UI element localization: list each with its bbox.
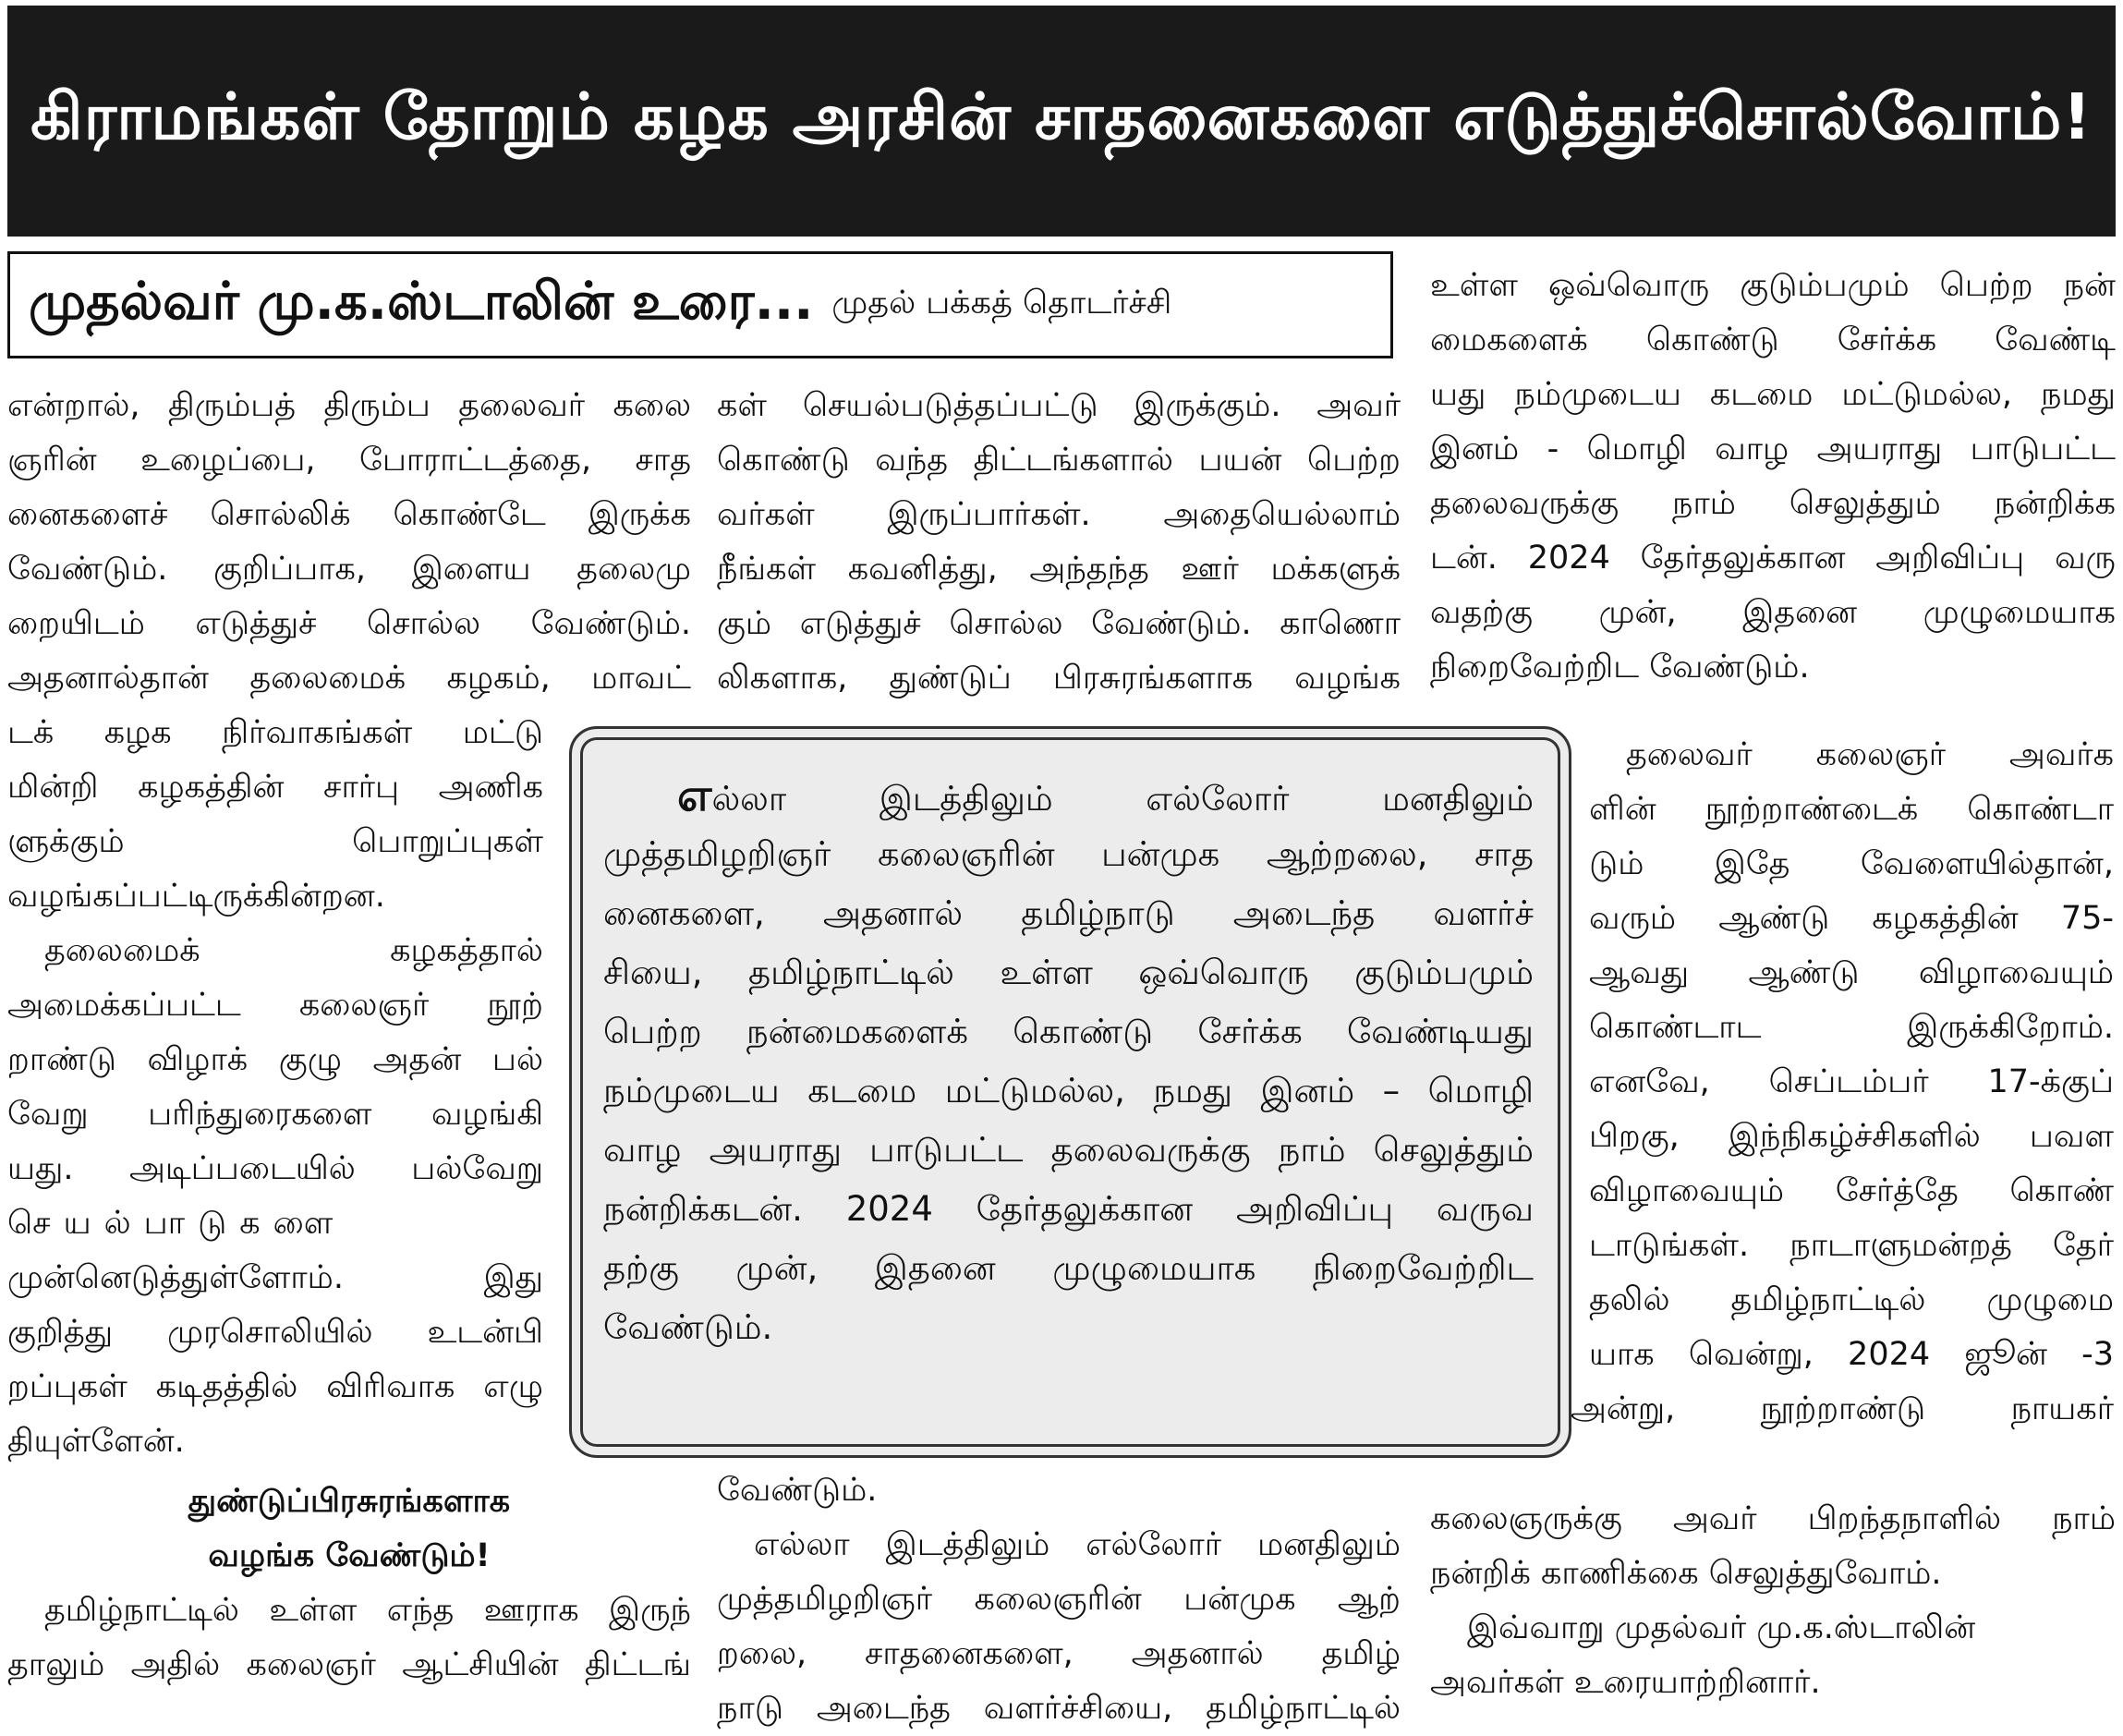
drop-cap: எ — [677, 770, 712, 821]
text-line: டாடுங்கள். நாடாளுமன்றத் தேர் — [1589, 1227, 2114, 1264]
text-line: யாக வென்று, 2024 ஜூன் -3 — [1589, 1336, 2114, 1373]
text-line: உள்ள ஒவ்வொரு குடும்பமும் பெற்ற நன் — [1430, 267, 2116, 304]
headline: கிராமங்கள் தோறும் கழக அரசின் சாதனைகளை எடுத்துச்சொல்வோம்! — [30, 79, 2093, 154]
text-line: ஞரின் உழைப்பை, போராட்டத்தை, சாத — [7, 442, 691, 479]
text-line: யது நம்முடைய கடமை மட்டுமல்ல, நமது — [1430, 376, 2116, 413]
text-line: அன்று, நூற்றாண்டு நாயகர் — [1571, 1390, 2114, 1427]
text-line: னைகளைச் சொல்லிக் கொண்டே இருக்க — [7, 496, 691, 533]
column-3-bottom — [1430, 1492, 2116, 1710]
pull-quote-first-line — [603, 766, 1534, 825]
text-line: கலைஞருக்கு அவர் பிறந்தநாளில் நாம் — [1430, 1500, 2116, 1537]
text-line: றையிடம் எடுத்துச் சொல்ல வேண்டும். — [7, 605, 691, 642]
text-line: றலை, சாதனைகளை, அதனால் தமிழ் — [717, 1635, 1401, 1672]
text-line: நாடு அடைந்த வளர்ச்சியை, தமிழ்நாட்டில் — [717, 1690, 1401, 1727]
text-line: ஆவது ஆண்டு விழாவையும் — [1589, 954, 2114, 991]
text-line: டும் இதே வேளையில்தான், — [1589, 845, 2114, 882]
text-line: கள் செயல்படுத்தப்பட்டு இருக்கும். அவர் — [717, 387, 1401, 424]
text-line: ளின் நூற்றாண்டைக் கொண்டா — [1589, 791, 2114, 828]
text-line: தியுள்ளேன். — [7, 1423, 185, 1460]
pull-quote-line: னைகளை, அதனால் தமிழ்நாடு அடைந்த வளர்ச் — [603, 893, 1534, 933]
text-line: கொண்டாட இருக்கிறோம். — [1589, 1009, 2114, 1046]
text-line: வழங்கப்பட்டிருக்கின்றன. — [7, 878, 385, 915]
text-line: குறித்து முரசொலியில் உடன்பி — [7, 1314, 543, 1351]
text-line: ளுக்கும் பொறுப்புகள் — [7, 823, 543, 860]
text-line: டக் கழக நிர்வாகங்கள் மட்டு — [7, 714, 543, 751]
text-line: நன்றிக் காணிக்கை செலுத்துவோம். — [1430, 1555, 1942, 1592]
subhead-box — [7, 251, 1393, 358]
text-line: வேண்டும். குறிப்பாக, இளைய தலைமு — [7, 551, 691, 588]
subhead-continued: முதல் பக்கத் தொடர்ச்சி — [831, 285, 1172, 322]
text-line: எனவே, செப்டம்பர் 17-க்குப் — [1589, 1063, 2114, 1100]
text-line: வர்கள் இருப்பார்கள். அதையெல்லாம் — [717, 496, 1401, 533]
text-line: இனம் - மொழி வாழ அயராது பாடுபட்ட — [1430, 431, 2116, 467]
text-line: என்றால், திரும்பத் திரும்ப தலைவர் கலை — [7, 387, 691, 424]
text-line: மைகளைக் கொண்டு சேர்க்க வேண்டி — [1430, 322, 2116, 358]
pull-quote-line: சியை, தமிழ்நாட்டில் உள்ள ஒவ்வொரு குடும்பமும் — [603, 953, 1534, 992]
subhead-title: முதல்வர் மு.க.ஸ்டாலின் உரை... — [29, 272, 814, 332]
section-subheading: துண்டுப்பிரசுரங்களாக — [188, 1483, 511, 1520]
text-line: வரும் ஆண்டு கழகத்தின் 75- — [1589, 900, 2114, 937]
pull-quote-line: முத்தமிழறிஞர் கலைஞரின் பன்முக ஆற்றலை, சாத — [603, 834, 1534, 874]
text-line: தமிழ்நாட்டில் உள்ள எந்த ஊராக இருந் — [44, 1592, 691, 1629]
text-line: லிகளாக, துண்டுப் பிரசுரங்களாக வழங்க — [717, 660, 1401, 697]
text-line: டன். 2024 தேர்தலுக்கான அறிவிப்பு வரு — [1430, 540, 2116, 577]
text-line: தலில் தமிழ்நாட்டில் முழுமை — [1589, 1281, 2114, 1318]
text-line: அதனால்தான் தலைமைக் கழகம், மாவட் — [7, 660, 691, 697]
text-line: நிறைவேற்றிட வேண்டும். — [1430, 649, 1810, 686]
text-line: செயல்பாடுகளை — [7, 1205, 346, 1242]
text-line: மின்றி கழகத்தின் சார்பு அணிக — [7, 769, 543, 806]
column-2-top — [717, 379, 1401, 706]
text-line: வதற்கு முன், இதனை முழுமையாக — [1430, 594, 2116, 631]
text-line: தாலும் அதில் கலைஞர் ஆட்சியின் திட்டங் — [7, 1646, 691, 1683]
text-line: கும் எடுத்துச் சொல்ல வேண்டும். காணொ — [717, 605, 1401, 642]
text-line: தலைமைக் கழகத்தால் — [44, 932, 543, 969]
text-line: இவ்வாறு முதல்வர் மு.க.ஸ்டாலின் — [1467, 1609, 1976, 1646]
text-line: நீங்கள் கவனித்து, அந்தந்த ஊர் மக்களுக் — [717, 551, 1401, 588]
column-3-middle — [1571, 728, 2114, 1437]
text-line: அமைக்கப்பட்ட கலைஞர் நூற் — [7, 987, 543, 1024]
pull-quote-text: ல்லா இடத்திலும் எல்லோர் மனதிலும் — [711, 779, 1534, 819]
text-line: தலைவருக்கு நாம் செலுத்தும் நன்றிக்க — [1430, 485, 2116, 522]
text-line: முத்தமிழறிஞர் கலைஞரின் பன்முக ஆற் — [717, 1581, 1401, 1618]
text-line: முன்னெடுத்துள்ளோம். இது — [7, 1259, 543, 1296]
column-1-top — [7, 379, 691, 706]
text-line: யது. அடிப்படையில் பல்வேறு — [7, 1150, 543, 1187]
text-line: எல்லா இடத்திலும் எல்லோர் மனதிலும் — [754, 1526, 1401, 1563]
text-line: வேண்டும். — [717, 1472, 878, 1509]
text-line: தலைவர் கலைஞர் அவர்க — [1626, 736, 2114, 773]
pull-quote-line: வாழ அயராது பாடுபட்ட தலைவருக்கு நாம் செலுத்தும் — [603, 1130, 1534, 1170]
text-line: கொண்டு வந்த திட்டங்களால் பயன் பெற்ற — [717, 442, 1401, 479]
pull-quote-line: பெற்ற நன்மைகளைக் கொண்டு சேர்க்க வேண்டியது — [603, 1012, 1534, 1051]
text-line: றாண்டு விழாக் குழு அதன் பல் — [7, 1041, 543, 1078]
headline-banner — [7, 6, 2116, 237]
pull-quote-line: நம்முடைய கடமை மட்டுமல்ல, நமது இனம் – மொழி — [603, 1071, 1534, 1111]
text-line: வேறு பரிந்துரைகளை வழங்கி — [7, 1096, 543, 1133]
column-2-bottom — [717, 1463, 1401, 1736]
pull-quote-line: தற்கு முன், இதனை முழுமையாக நிறைவேற்றிட — [603, 1248, 1534, 1288]
text-line: அவர்கள் உரையாற்றினார். — [1430, 1664, 1821, 1701]
column-3-top — [1430, 259, 2116, 695]
text-line: பிறகு, இந்நிகழ்ச்சிகளில் பவள — [1589, 1118, 2114, 1155]
section-subheading: வழங்க வேண்டும்! — [208, 1537, 491, 1574]
pull-quote-box — [569, 726, 1571, 1458]
pull-quote-line: வேண்டும். — [603, 1307, 773, 1347]
text-line: விழாவையும் சேர்த்தே கொண் — [1589, 1172, 2114, 1209]
text-line: றப்புகள் கடிதத்தில் விரிவாக எழு — [7, 1368, 543, 1405]
pull-quote-line: நன்றிக்கடன். 2024 தேர்தலுக்கான அறிவிப்பு வருவ — [603, 1189, 1534, 1229]
column-1-middle — [7, 706, 691, 1693]
